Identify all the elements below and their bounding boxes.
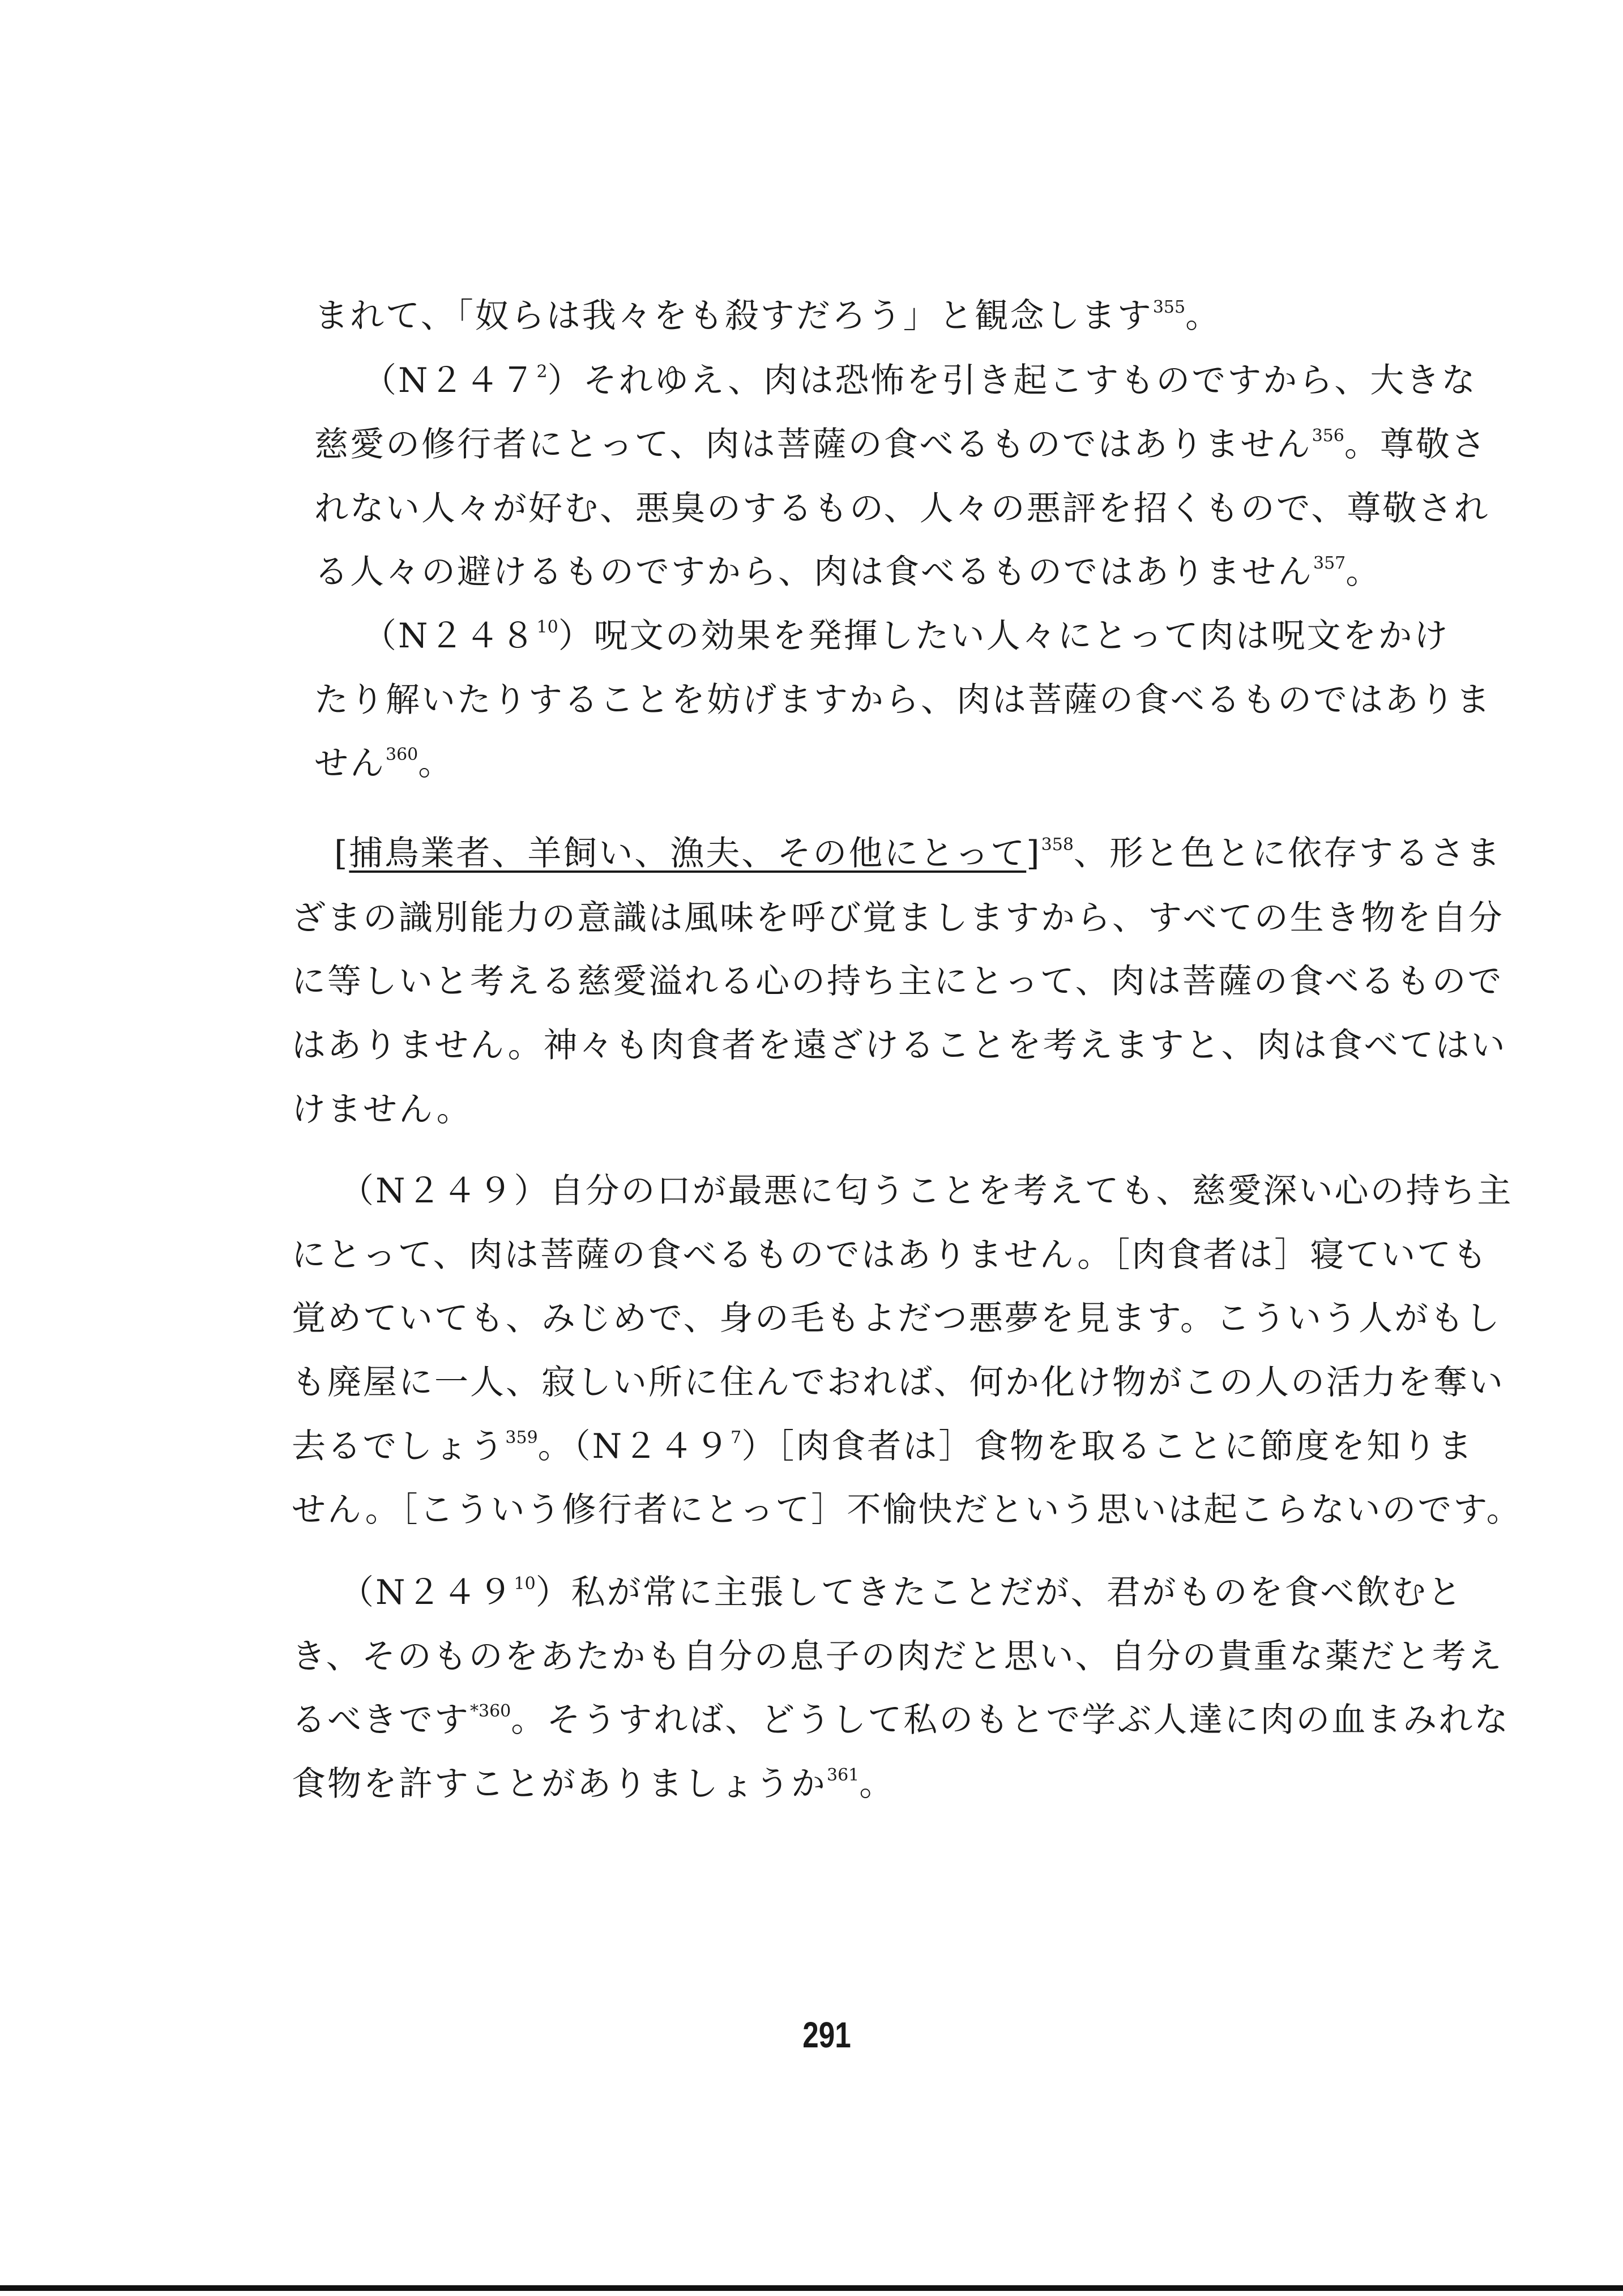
footnote-ref: *360: [470, 1701, 511, 1721]
text-line: [292, 1296, 1501, 1341]
text-line: [314, 549, 1381, 595]
text: ）それゆえ、肉は恐怖を引き起こすものですから、大きな: [547, 361, 1477, 400]
text: ）［肉食者は］食物を取ることに節度を知りま: [741, 1427, 1474, 1466]
text-line: [292, 1487, 1522, 1533]
text: も廃屋に一人、寂しい所に住んでおれば、何か化け物がこの人の活力を奪い: [292, 1363, 1505, 1402]
paragraph-first-line: [362, 358, 1477, 403]
text: 。尊敬さ: [1344, 425, 1487, 464]
text-line: [314, 741, 454, 786]
bracket: ]: [1026, 834, 1041, 873]
page-number: 291: [802, 2015, 851, 2055]
footnote-ref: 358: [1041, 835, 1074, 855]
paragraph-first-line: [362, 613, 1450, 659]
text: に等しいと考える慈愛溢れる心の持ち主にとって、肉は菩薩の食べるもので: [292, 962, 1504, 1001]
text-line: [292, 1023, 1507, 1068]
text: れない人々が好む、悪臭のするもの、人々の悪評を招くもので、尊敬され: [314, 489, 1490, 528]
superscript: 10: [514, 1574, 536, 1594]
text: 、形と色とに依存するさま: [1073, 834, 1502, 873]
text-line: [292, 1761, 895, 1807]
text-line: [314, 422, 1487, 467]
text: 。: [1185, 296, 1221, 336]
paragraph-first-line: [340, 1168, 1513, 1214]
text-line: [292, 1360, 1505, 1405]
footnote-ref: 361: [827, 1765, 860, 1785]
text: 覚めていても、みじめで、身の毛もよだつ悪夢を見ます。こういう人がもし: [292, 1299, 1501, 1338]
footnote-ref: 357: [1313, 553, 1346, 573]
section-ref: （N２４９: [340, 1573, 514, 1612]
text: （N２４９）自分の口が最悪に匂うことを考えても、慈愛深い心の持ち主: [340, 1171, 1513, 1211]
text: 。そうすれば、どうして私のもとで学ぶ人達に肉の血まみれな: [511, 1700, 1510, 1740]
text-line: [314, 486, 1489, 531]
text: たり解いたりすることを妨げますから、肉は菩薩の食べるものではありま: [314, 680, 1492, 720]
footnote-ref: 355: [1152, 297, 1186, 317]
underlined-text: 捕鳥業者、羊飼い、漁夫、その他にとって: [349, 834, 1027, 873]
section-ref: 。（N２４９: [537, 1427, 731, 1466]
text: ）私が常に主張してきたことだが、君がものを食べ飲むと: [535, 1573, 1463, 1612]
text: き、そのものをあたかも自分の息子の肉だと思い、自分の貴重な薬だと考え: [292, 1637, 1504, 1676]
text: まれて、「奴らは我々をも殺すだろう」と観念します: [314, 296, 1153, 336]
section-ref: （N２４７: [362, 361, 537, 400]
superscript: 2: [536, 362, 548, 382]
text-line: [292, 1634, 1504, 1679]
footnote-ref: 356: [1312, 426, 1344, 446]
text: はありません。神々も肉食者を遠ざけることを考えますと、肉は食べてはい: [292, 1026, 1507, 1065]
text: ざまの識別能力の意識は風味を呼び覚ましますから、すべての生き物を自分: [292, 898, 1504, 938]
text: 去るでしょう: [292, 1427, 506, 1466]
text-line: [292, 895, 1504, 941]
paragraph-first-line: [340, 1570, 1463, 1615]
text-line: [292, 1697, 1510, 1743]
paragraph-first-line: [334, 831, 1502, 876]
text: 食物を許すことがありましょうか: [292, 1764, 827, 1804]
text: ）呪文の効果を発揮したい人々にとって肉は呪文をかけ: [558, 616, 1450, 656]
text-line: [292, 1232, 1488, 1278]
scan-edge-line: [0, 2285, 1623, 2291]
text: けません。: [292, 1090, 472, 1129]
section-ref: （N２４８: [362, 616, 537, 656]
text-line: [292, 1087, 472, 1132]
text: せん: [314, 744, 386, 783]
text-line: [292, 1424, 1473, 1469]
text: る人々の避けるものですから、肉は食べるものではありません: [314, 552, 1313, 592]
text: 。: [418, 744, 454, 783]
superscript: 7: [731, 1428, 742, 1448]
text: るべきです: [292, 1700, 470, 1740]
text: せん。［こういう修行者にとって］不愉快だという思いは起こらないのです。: [292, 1490, 1522, 1530]
text: にとって、肉は菩薩の食べるものではありません。［肉食者は］寝ていても: [292, 1235, 1489, 1275]
text-line: [314, 293, 1221, 339]
text: 慈愛の修行者にとって、肉は菩薩の食べるものではありません: [314, 425, 1312, 464]
text: 。: [1346, 552, 1382, 592]
text: 。: [859, 1764, 895, 1804]
text-line: [314, 677, 1492, 723]
bracket: [: [334, 834, 349, 873]
text-line: [292, 959, 1504, 1004]
footnote-ref: 360: [386, 745, 418, 765]
superscript: 10: [536, 617, 558, 637]
footnote-ref: 359: [505, 1428, 538, 1448]
